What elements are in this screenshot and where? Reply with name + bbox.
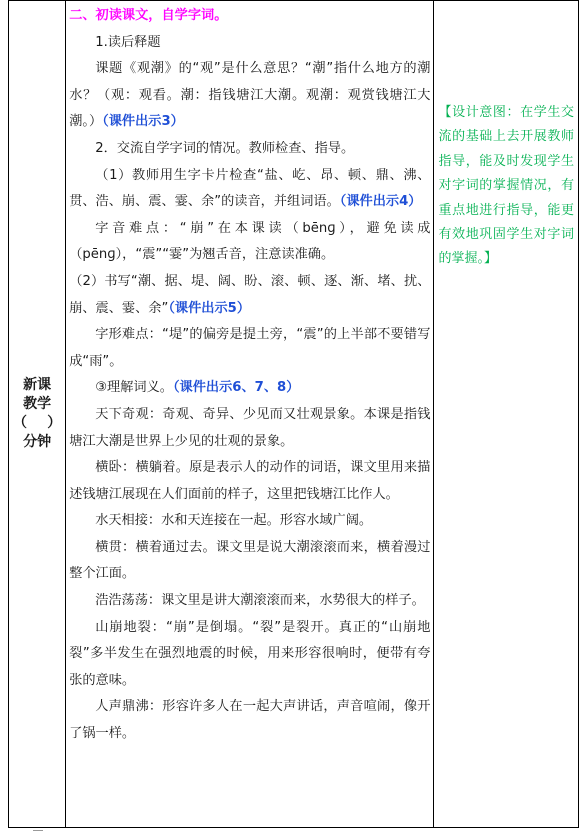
section-title-text: 二、初读课文，自学字词。 bbox=[69, 8, 228, 23]
teaching-content-cell bbox=[66, 1, 434, 828]
section-title bbox=[69, 3, 430, 30]
paragraph-text: （1）教师用生字卡片检查“盐、屹、昂、顿、鼎、沸、贯、浩、崩、震、霎、余”的读音，并组词语。 bbox=[69, 167, 431, 210]
design-intent-cell bbox=[434, 1, 579, 828]
paragraph: 1.读后释题 bbox=[95, 34, 161, 50]
lesson-row bbox=[9, 1, 579, 828]
courseware-ref: （课件出示6、7、8） bbox=[172, 380, 300, 396]
paragraph: 浩浩荡荡：课文里是讲大潮滚滚而来，水势很大的样子。 bbox=[95, 593, 425, 609]
paragraph bbox=[69, 163, 430, 216]
paragraph bbox=[69, 375, 430, 402]
paragraph bbox=[69, 269, 430, 322]
design-intent-note: 【设计意图：在学生交流的基础上去开展教师指导，能及时发现学生对字词的掌握情况，有重点地进行指导，能更有效地巩固学生对字词的掌握。】 bbox=[438, 105, 574, 267]
paragraph-text: 课题《观潮》的“观”是什么意思？“潮”指什么地方的潮水？（观：观看。潮：指钱塘江大潮。观潮：观赏钱塘江大潮。） bbox=[69, 61, 431, 130]
lesson-table bbox=[8, 0, 579, 828]
paragraph bbox=[69, 56, 430, 136]
courseware-ref: （课件出示4） bbox=[339, 194, 422, 210]
table-edge-mark bbox=[33, 830, 43, 834]
paragraph: 水天相接：水和天连接在一起。形容水域广阔。 bbox=[95, 513, 373, 529]
paragraph: 山崩地裂：“崩”是倒塌。“裂”是裂开。真正的“山崩地裂”多半发生在强烈地震的时候，用来形容很响时，便带有夸张的意味。 bbox=[69, 619, 431, 688]
paragraph: 字音难点：“崩”在本课读（bēnɡ），避免读成（pēnɡ），“震”“霎”为翘舌音，注意读准确。 bbox=[69, 220, 431, 263]
paragraph: 2．交流自学字词的情况。教师检查、指导。 bbox=[95, 140, 355, 156]
courseware-ref: （课件出示3） bbox=[102, 114, 184, 130]
teaching-content bbox=[66, 1, 433, 748]
paragraph: 人声鼎沸：形容许多人在一起大声讲话，声音喧闹，像开了锅一样。 bbox=[69, 699, 431, 742]
paragraph: 横卧：横躺着。原是表示人的动作的词语，课文里用来描述钱塘江展现在人们面前的样子，这里把钱塘江比作人。 bbox=[69, 460, 431, 502]
paragraph: 字形难点：“堤”的偏旁是提土旁，“震”的上半部不要错写成“雨”。 bbox=[69, 327, 431, 369]
paragraph: 天下奇观：奇观、奇异、少见而又壮观景象。本课是指钱塘江大潮是世界上少见的壮观的景象。 bbox=[69, 406, 431, 449]
row-label-line: ） bbox=[47, 415, 62, 431]
row-label bbox=[9, 376, 65, 452]
row-label-line: 新课 bbox=[23, 377, 52, 393]
paragraph-text: ③理解词义。 bbox=[95, 380, 173, 396]
courseware-ref: （课件出示5） bbox=[168, 300, 251, 316]
row-label-line: 分钟 bbox=[23, 434, 52, 450]
paragraph: 横贯：横着通过去。课文里是说大潮滚滚而来，横着漫过整个江面。 bbox=[69, 539, 431, 582]
row-label-cell bbox=[9, 1, 66, 828]
row-label-line: 教学 bbox=[23, 396, 52, 412]
paragraph-text: （2）书写“潮、据、堤、阔、盼、滚、顿、逐、渐、堵、扰、崩、震、霎、余” bbox=[69, 273, 431, 316]
row-label-line: （ bbox=[13, 415, 27, 431]
